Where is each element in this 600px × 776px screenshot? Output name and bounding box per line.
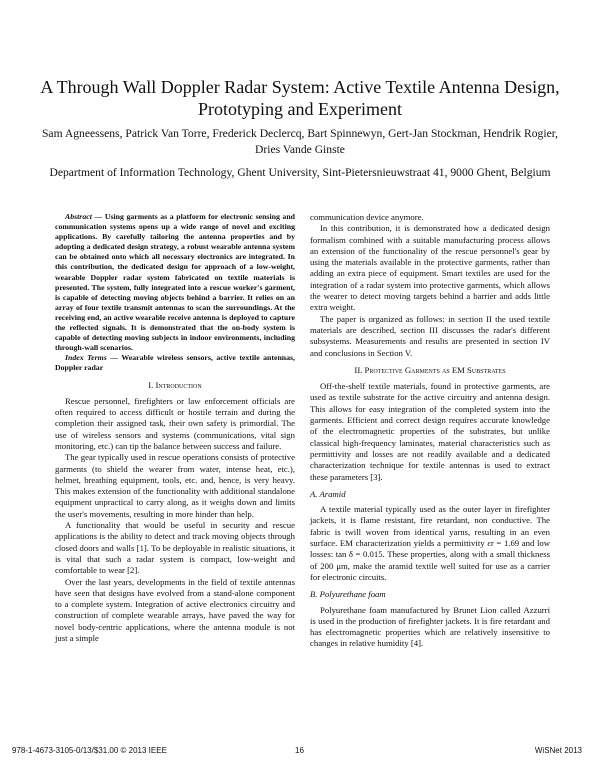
- paragraph: The gear typically used in rescue operations consists of protective garments (to shield the wearer from water, intense heat, etc.), helmet, breathing equipment, tools, etc. and, hence, is very heavy. This makes extension of the functionality with additional standalone equipment unpractical to carry along, as it weighs down and limits the user's movements, resulting in more hinder than help.: [55, 452, 295, 519]
- index-terms-label: Index Terms: [65, 353, 107, 363]
- paragraph: A textile material typically used as the outer layer in firefighter jackets, it is flame resistant, fire retardant, non conductive. The fabric is twill woven from identical yarns, resulting in an even surface. EM characterization yields a permittivity εr = 1.69 and low losses: tan δ = 0.015. These properties, along with a small thickness of 200 μm, make the aramid textile well suited for use as a carrier for electronic circuits.: [310, 504, 550, 582]
- paragraph: Over the last years, developments in the field of textile antennas have seen that designs have evolved from a stand-alone component to a complete system. Integration of active electronics circuitry and construction of complete wearable arrays, have paved the way for novel body-centric applications, where the antenna module is not just a simple: [55, 576, 295, 644]
- paragraph: Off-the-shelf textile materials, found in protective garments, are used as textile substrate for the active circuitry and antenna design. This allows for easy integration of the completed system into the garments. Efficient and correct design requires accurate knowledge of the electromagnetic properties of the substrates, but unlike classical high-frequency laminates, material characteristics such as permittivity and losses are not readily available and a dedicated characterization technique for textile antennas is used to extract these parameters [3].: [310, 381, 550, 482]
- right-column: [310, 212, 550, 650]
- section-heading-substrates: II. Protective Garments as EM Substrates: [354, 364, 506, 375]
- abstract-text: — Using garments as a platform for electronic sensing and communication systems opens up a wide range of novel and exciting applications. By carefully tailoring the antenna properties and by adopting a dedicated design strategy, a robust wearable antenna system can be obtained onto which all necessary electronics are integrated. In this contribution, the dedicated design for approach of a low-weight, wearable Doppler radar system fabricated on textile materials is presented. The system, fully integrated into a rescue worker's garment, is capable of detecting moving objects behind a barrier. It relies on an array of four textile transmit antennas to scan the surroundings. At the receiving end, an active wearable receive antenna is deployed to capture the reflected signals. It is demonstrated that the on-body system is capable of detecting moving subjects in indoor environments, including through-wall scenarios.: [55, 212, 296, 353]
- abstract-label: Abstract: [65, 212, 92, 221]
- paragraph: The paper is organized as follows: in section II the used textile materials are described, section III discusses the radar's different subsystems. Measurements and results are presented in section IV and conclusions in Section V.: [310, 313, 550, 358]
- author-list: Sam Agneessens, Patrick Van Torre, Frederick Declercq, Bart Spinnewyn, Gert-Jan Stockman, Hendrik Rogier, Dries Vande Ginste: [41, 127, 559, 156]
- paragraph: In this contribution, it is demonstrated how a dedicated design formalism combined with a suitable manufacturing process allows an extension of the functionality of the rescue personnel's gear by using the materials available in the protective garments, rather than adding an extra piece of equipment. Smart textiles are used for the integration of a radar system into protective garments, which allows the wearer to detect moving targets behind a barrier and adds little extra weight.: [310, 223, 550, 313]
- paper-title: A Through Wall Doppler Radar System: Active Textile Antenna Design, Prototyping and Experiment: [40, 77, 560, 119]
- left-column: [55, 212, 295, 644]
- footer-conference: WiSNet 2013: [534, 746, 582, 755]
- subsection-heading-aramid: A. Aramid: [310, 488, 346, 499]
- index-terms-text: — Wearable wireless sensors, active textile antennas, Doppler radar: [55, 353, 296, 373]
- affiliation: Department of Information Technology, Ghent University, Sint-Pietersnieuwstraat 41, 9000 Ghent, Belgium: [49, 166, 551, 179]
- abstract: [55, 212, 295, 353]
- subsection-heading-foam: B. Polyurethane foam: [310, 589, 386, 600]
- footer-copyright: 978-1-4673-3105-0/13/$31.00 © 2013 IEEE: [12, 746, 167, 755]
- paragraph: Polyurethane foam manufactured by Brunet Lion called Azzurri is used in the production of firefighter jackets. It is fire retardant and has electromagnetic properties which are relatively insensitive to changes in relative humidity [4].: [310, 604, 550, 649]
- section-heading-introduction: I. Introduction: [148, 379, 202, 390]
- paragraph: A functionality that would be useful in security and rescue applications is the ability to detect and track moving objects through closed doors and walls [1]. To be deployable in realistic situations, it is vital that such a radar system is compact, low-weight and comfortable to wear [2].: [55, 520, 295, 576]
- paragraph: Rescue personnel, firefighters or law enforcement officials are often required to access difficult or hostile terrain and during the completion their assigned task, their own safety is primordial. The use of wireless sensors and systems (communications, vital sign monitoring, etc.) can tip the balance between success and failure.: [55, 395, 295, 451]
- paragraph-continuation: communication device anymore.: [310, 212, 424, 222]
- index-terms: [55, 353, 295, 373]
- page-number: 16: [295, 746, 304, 755]
